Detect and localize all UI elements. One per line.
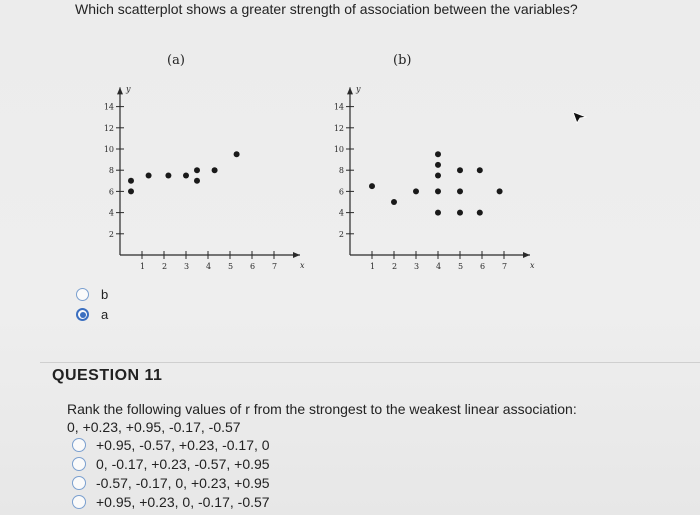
y-tick-label: 12 bbox=[333, 123, 344, 133]
x-tick-label: 1 bbox=[370, 262, 376, 271]
x-axis-arrow-icon bbox=[293, 252, 300, 258]
x-tick-label: 5 bbox=[458, 262, 464, 271]
y-tick-label: 14 bbox=[333, 102, 344, 112]
q11-choice-1[interactable] bbox=[72, 437, 270, 453]
question-11-heading: QUESTION 11 bbox=[52, 367, 163, 384]
data-point bbox=[146, 173, 152, 179]
x-tick-label: 2 bbox=[162, 262, 168, 271]
question-11-prompt bbox=[67, 401, 577, 417]
data-point bbox=[435, 210, 441, 216]
q11-choice-2[interactable] bbox=[72, 456, 270, 472]
plot-a-title: (a) bbox=[167, 53, 185, 68]
y-tick-label: 10 bbox=[333, 145, 344, 154]
plot-b-title: (b) bbox=[393, 53, 412, 68]
y-tick-label: 2 bbox=[108, 229, 114, 239]
mouse-cursor-icon bbox=[572, 110, 588, 124]
data-point bbox=[457, 210, 463, 216]
question-10-prompt: Which scatterplot shows a greater strength of association between the variables? bbox=[75, 1, 578, 17]
q10-option-b[interactable] bbox=[76, 287, 108, 302]
y-tick-label: 8 bbox=[338, 166, 344, 176]
x-axis-arrow-icon bbox=[523, 252, 530, 258]
y-axis-label: y bbox=[126, 84, 131, 94]
radio-button[interactable] bbox=[76, 288, 89, 301]
y-tick-label: 6 bbox=[338, 187, 344, 197]
x-tick-label: 6 bbox=[480, 262, 486, 271]
data-point bbox=[183, 173, 189, 179]
y-tick-label: 2 bbox=[338, 229, 344, 239]
scatterplot-b bbox=[300, 40, 540, 280]
scatterplot-a-svg bbox=[70, 40, 310, 280]
data-point bbox=[435, 162, 441, 168]
y-axis-arrow-icon bbox=[347, 87, 353, 94]
data-point bbox=[477, 167, 483, 173]
x-tick-label: 3 bbox=[414, 262, 420, 271]
x-tick-label: 6 bbox=[250, 262, 256, 271]
data-point bbox=[435, 151, 441, 157]
scatterplot-b-svg bbox=[300, 40, 540, 280]
q10-option-a-label: a bbox=[101, 307, 109, 322]
x-tick-label: 7 bbox=[272, 262, 278, 271]
q11-choice-4[interactable] bbox=[72, 494, 270, 510]
data-point bbox=[457, 188, 463, 194]
x-tick-label: 7 bbox=[502, 262, 508, 271]
data-point bbox=[435, 173, 441, 179]
data-point bbox=[477, 210, 483, 216]
data-point bbox=[234, 151, 240, 157]
q11-choice-1-label: +0.95, -0.57, +0.23, -0.17, 0 bbox=[96, 437, 270, 453]
y-tick-label: 6 bbox=[108, 187, 114, 197]
data-point bbox=[435, 188, 441, 194]
radio-button[interactable] bbox=[72, 438, 86, 452]
radio-button[interactable] bbox=[72, 495, 86, 509]
data-point bbox=[457, 167, 463, 173]
q11-choice-2-label: 0, -0.17, +0.23, -0.57, +0.95 bbox=[96, 456, 270, 472]
question-11-prompt-text: Rank the following values of r from the strongest to the weakest linear association: bbox=[67, 401, 577, 417]
y-tick-label: 4 bbox=[108, 208, 114, 218]
radio-button[interactable] bbox=[72, 457, 86, 471]
data-point bbox=[194, 167, 200, 173]
q11-choice-3[interactable] bbox=[72, 475, 270, 491]
x-tick-label: 3 bbox=[184, 262, 190, 271]
x-tick-label: 4 bbox=[206, 262, 212, 271]
data-point bbox=[391, 199, 397, 205]
section-divider bbox=[40, 362, 700, 363]
x-tick-label: 2 bbox=[392, 262, 398, 271]
question-11-values: 0, +0.23, +0.95, -0.17, -0.57 bbox=[67, 419, 241, 435]
y-tick-label: 10 bbox=[103, 145, 114, 154]
radio-button[interactable] bbox=[72, 476, 86, 490]
data-point bbox=[128, 188, 134, 194]
radio-button-selected[interactable] bbox=[76, 308, 89, 321]
q11-choice-3-label: -0.57, -0.17, 0, +0.23, +0.95 bbox=[96, 475, 270, 491]
x-axis-label: x bbox=[300, 261, 305, 270]
data-point bbox=[165, 173, 171, 179]
data-point bbox=[413, 188, 419, 194]
y-axis-arrow-icon bbox=[117, 87, 123, 94]
data-point bbox=[497, 188, 503, 194]
q11-choice-4-label: +0.95, +0.23, 0, -0.17, -0.57 bbox=[96, 494, 270, 510]
x-tick-label: 5 bbox=[228, 262, 234, 271]
data-point bbox=[212, 167, 218, 173]
x-tick-label: 4 bbox=[436, 262, 442, 271]
data-point bbox=[369, 183, 375, 189]
y-tick-label: 14 bbox=[103, 102, 114, 112]
q10-option-b-label: b bbox=[101, 287, 109, 302]
y-tick-label: 8 bbox=[108, 166, 114, 176]
x-tick-label: 1 bbox=[140, 262, 146, 271]
data-point bbox=[194, 178, 200, 184]
y-tick-label: 4 bbox=[338, 208, 344, 218]
y-axis-label: y bbox=[356, 84, 361, 94]
x-axis-label: x bbox=[530, 261, 535, 270]
scatterplot-a bbox=[70, 40, 310, 280]
q10-option-a[interactable] bbox=[76, 307, 108, 322]
y-tick-label: 12 bbox=[103, 123, 114, 133]
data-point bbox=[128, 178, 134, 184]
